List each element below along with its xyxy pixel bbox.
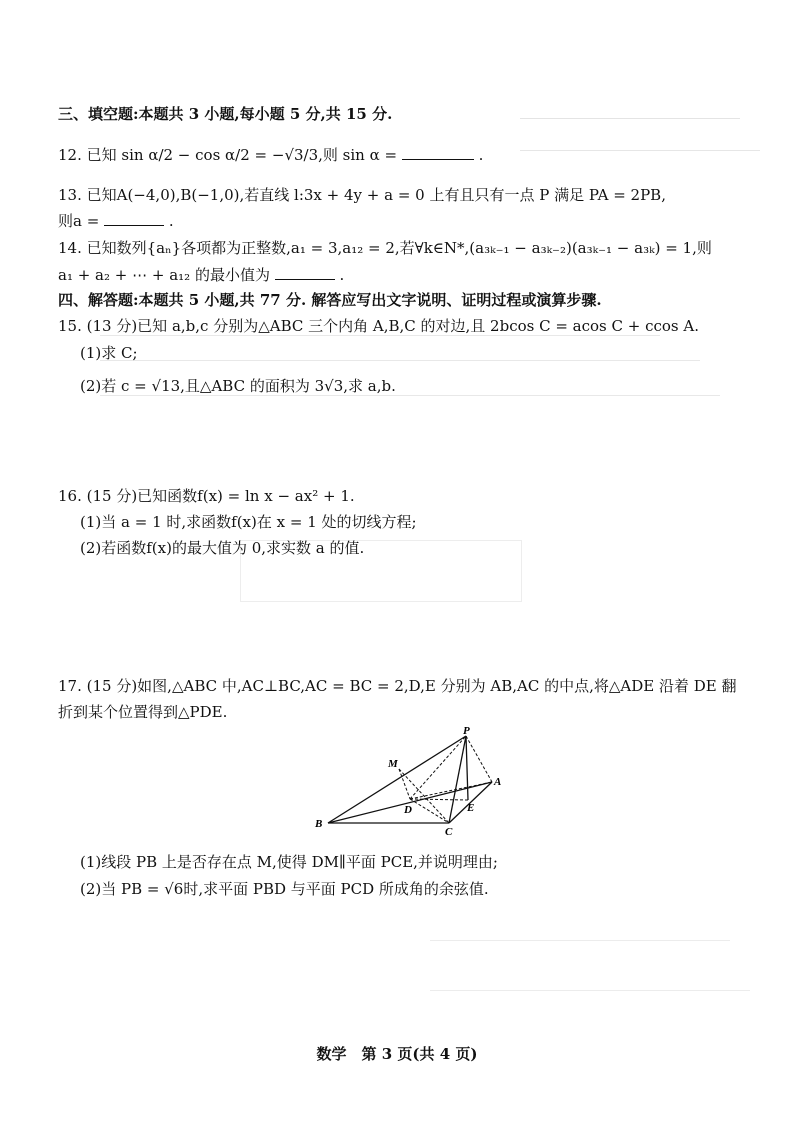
q12-text: 12. 已知 sin α/2 − cos α/2 = −√3/3,则 sin α = [58, 146, 398, 164]
q16-part2: (2)若函数f(x)的最大值为 0,求实数 a 的值. [80, 539, 365, 557]
q13-prefix: 则a = [58, 212, 100, 230]
q15-stem: 15. (13 分)已知 a,b,c 分别为△ABC 三个内角 A,B,C 的对边,且 2bcos C = acos C + ccos A. [58, 317, 700, 335]
q12-answer-blank[interactable] [402, 145, 474, 160]
q15-part2: (2)若 c = √13,且△ABC 的面积为 3√3,求 a,b. [80, 377, 396, 395]
section4-title: 四、解答题:本题共 5 小题,共 77 分. 解答应写出文字说明、证明过程或演算步骤. [58, 291, 602, 309]
label-D: D [404, 804, 412, 816]
question-14-answer [58, 265, 344, 285]
q14-answer-blank[interactable] [275, 265, 335, 280]
edge-MD [399, 769, 410, 799]
q13-end: . [168, 212, 174, 230]
edge-PE [466, 736, 468, 800]
q14-line1: 14. 已知数列{aₙ}各项都为正整数,a₁ = 3,a₁₂ = 2,若∀k∈N*,(a₃ₖ₋₁ − a₃ₖ₋₂)(a₃ₖ₋₁ − a₃ₖ) = 1,则 [58, 239, 712, 257]
q13-line1: 13. 已知A(−4,0),B(−1,0),若直线 l:3x + 4y + a = 0 上有且只有一点 P 满足 PA = 2PB, [58, 186, 666, 204]
q17-stem-line1: 17. (15 分)如图,△ABC 中,AC⊥BC,AC = BC = 2,D,E 分别为 AB,AC 的中点,将△ADE 沿着 DE 翻 [58, 677, 737, 695]
bleed-through-mark [520, 118, 740, 129]
label-A: A [494, 776, 502, 788]
edge-DP [410, 736, 466, 799]
q13-answer-blank[interactable] [104, 211, 164, 226]
bleed-through-mark [100, 360, 700, 371]
label-E: E [467, 802, 475, 814]
bleed-through-mark [100, 395, 720, 406]
section3-title: 三、填空题:本题共 3 小题,每小题 5 分,共 15 分. [58, 105, 393, 123]
edge-DA [410, 782, 492, 799]
question-12 [58, 145, 483, 165]
q14-prefix: a₁ + a₂ + ⋯ + a₁₂ 的最小值为 [58, 266, 270, 284]
q16-part1: (1)当 a = 1 时,求函数f(x)在 x = 1 处的切线方程; [80, 513, 417, 531]
edge-BP [328, 736, 466, 823]
q15-part1: (1)求 C; [80, 344, 138, 362]
bleed-through-mark [430, 990, 750, 992]
q16-stem: 16. (15 分)已知函数f(x) = ln x − ax² + 1. [58, 487, 355, 505]
page-footer: 数学 第 3 页(共 4 页) [316, 1045, 478, 1063]
bleed-through-mark [100, 335, 660, 346]
bleed-through-mark [430, 940, 730, 942]
label-C: C [445, 826, 453, 838]
label-M: M [388, 758, 398, 770]
q17-part1: (1)线段 PB 上是否存在点 M,使得 DM∥平面 PCE,并说明理由; [80, 853, 498, 871]
q12-end: . [478, 146, 484, 164]
q17-geometry-figure [310, 725, 510, 840]
edge-PA [466, 736, 492, 782]
q17-part2: (2)当 PB = √6时,求平面 PBD 与平面 PCD 所成角的余弦值. [80, 880, 489, 898]
label-B: B [315, 818, 323, 830]
q14-end: . [339, 266, 345, 284]
question-13-answer [58, 211, 174, 231]
q17-stem-line2: 折到某个位置得到△PDE. [58, 703, 228, 721]
label-P: P [463, 725, 470, 737]
bleed-through-mark [520, 150, 760, 161]
